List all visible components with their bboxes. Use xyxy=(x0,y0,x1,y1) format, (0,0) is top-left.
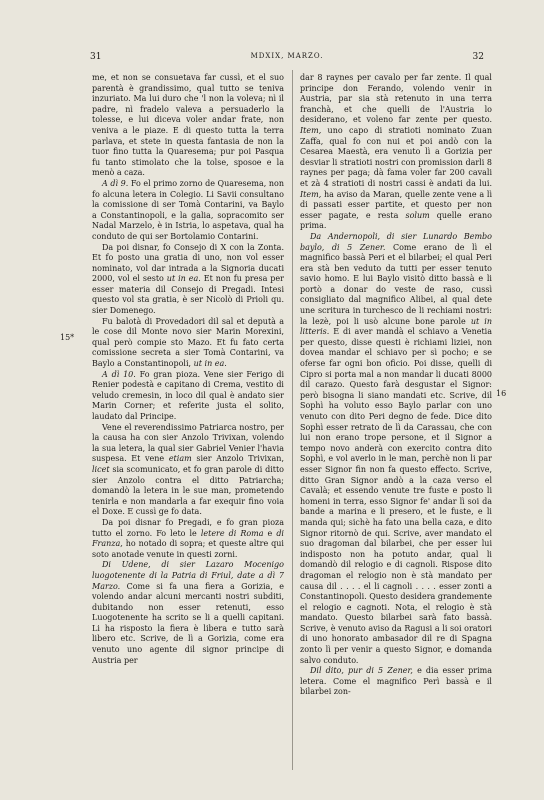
italic-run: solum xyxy=(405,210,430,220)
paragraph xyxy=(92,243,284,317)
page-header xyxy=(90,52,484,66)
paragraph xyxy=(92,423,284,518)
italic-run: A dì 9. xyxy=(102,178,129,188)
text-run: sier Anzolo Trivixan, xyxy=(191,454,284,464)
paragraph xyxy=(92,518,284,560)
running-title: MDXIX, MARZO. xyxy=(250,52,324,60)
text-run: sia scomunicato, et fo gran parole di ditto sier Anzolo contra el ditto Patriarcha; domandò la letera in le sue man, prometendo tenirla e non mandarla a far exequir fino voia el Doxe. E cussì ge fo data. xyxy=(92,464,284,517)
italic-run: Dil dito, pur di 5 Zener, xyxy=(310,666,413,676)
italic-run: letere di Roma xyxy=(200,528,264,538)
column-divider xyxy=(292,70,293,770)
text-run: Et non fu presa per esser materia dil Consejo di Pregadi. Intesi questo vol sta gratia, è ser Nicolò di Prioli qu. sier Domenego. xyxy=(92,274,284,316)
text-run: uno capo di stratioti nominato Zuan Zaffa, qual fo con nui et poi andò con la Cesarea Maestà, era venuto lì a Gorizia per desviar li stratioti nostri con promission darli 8 raynes per paga; dà fama voler far 200 cavali et zà 4 stratioti di nostri cassi è andati da lui. xyxy=(300,125,492,188)
paragraph xyxy=(300,73,492,232)
text-run: dar 8 raynes per cavalo per far zente. Il qual principe don Ferando, volendo venir in Austria, par sia stà retenuto in una terra franchà, et che quelli de l'Austria lo desiderano, et voleno far zente per questo. xyxy=(300,73,492,125)
text-run: e xyxy=(263,528,277,538)
paragraph xyxy=(92,370,284,423)
margin-number-left: 15* xyxy=(60,333,75,342)
text-run: Come erano de lì el magnifico bassà Peri et el bilarbei; el qual Peri era stà ben veduto da tutti per esser tenuto savio homo. E lui Baylo visitò ditto bassà e li portò a donar do veste de raso, cussì consigliato dal magnifico Alibei, al qual dete une scritura in turchesco de li rechiami nostri: la lezè, poi li usò alcune bone parole xyxy=(300,242,492,326)
paragraph xyxy=(92,317,284,370)
text-run: Vene el reverendissimo Patriarca nostro, per la causa ha con sier Anzolo Trivixan, volendo la sua letera, la qual sier Gabriel Venier l'havia suspesa. Et vene xyxy=(92,422,284,464)
text-run: Fo gran pioza. Vene sier Ferigo di Renier podestà e capitano di Crema, vestito di veludo cremesin, in loco dil qual è andato sier Marin Corner; et referite justa el solito, laudato dal Principe. xyxy=(92,369,284,421)
text-run: ho notado di sopra; et queste altre qui soto anotade venute in questi zorni. xyxy=(92,539,284,559)
italic-run: Item, xyxy=(300,125,322,135)
paragraph xyxy=(300,232,492,666)
paragraph xyxy=(92,560,284,666)
italic-run: ut in ea. xyxy=(166,274,201,284)
margin-number-right: 16 xyxy=(496,389,507,398)
text-run: Da poi disnar fo Pregadi, e fo gran pioza tutto el zorno. Fo leto le xyxy=(92,517,284,538)
page-number-right: 32 xyxy=(472,52,484,62)
text-run: quelle erano prima. xyxy=(300,210,492,231)
italic-run: licet xyxy=(92,464,110,474)
italic-run: di Franza, xyxy=(92,528,284,549)
paragraph xyxy=(92,73,284,179)
right-column xyxy=(300,73,492,698)
text-run: ha aviso da Maran, quelle zente vene a lì di passati esser partite, et questo per non esser pagate, e resta xyxy=(300,189,492,220)
italic-run: etiam xyxy=(168,454,192,464)
text-run: Da poi disnar, fo Consejo di X con la Zonta. Et fo posto una gratia di uno, non vol esser nominato, vol dar intrada a la Signoria ducati 2000, vol el sesto xyxy=(92,242,284,284)
paragraph xyxy=(92,179,284,243)
paragraph xyxy=(300,666,492,698)
page-number-left: 31 xyxy=(90,52,102,62)
italic-run: ut in ea. xyxy=(193,359,227,369)
text-run: E di aver mandà el schiavo a Venetia per questo, disse questi è richiami liziei, non dovea mandar el schiavo per sì pocho; e se oferse far ogni bon oficio. Poi disse, quelli di Cipro si porta mal a non mandar li ducati 8000 dil carazo. Questo farà desgustar el Signor: però bisogna li siano mandati etc. Scrive, dil Sophì ha voluto esso Baylo parlar con uno venuto con dito Peri degno de fede. Dice dito Sophì esser retrato de lì da Carassau, che con lui non erano trope persone, et il Signor a tempo novo anderà con exercito contra dito Sophì, e vol averlo in le man, perchè non li par esser Signor fin non fa questo effecto. Scrive, ditto Gran Signor andò a la caza verso el Cavalà; et essendo venute tre fuste e posto li homeni in terra, esso Signor fe' andar lì soi da bande a marina e li presero, et le fuste, e li manda qui; sichè ha fato una bella caza, e dito Signor ritornò de qui. Scrive, aver mandato el suo dragoman dal bilarbei, che per esser lui indisposto non ha potuto andar, qual li domandò dil relogio e di cagnoli. Rispose dito dragoman el relogio non è stà mandato per causa dil . . . . el li cagnoli . . . . esser zonti a Constantinopoli. Questo desidera grandemente el relogio e cagnoti. Nota, el relogio è stà mandato. Questo bilarbei sarà fato bassà. Scrive, è venuto aviso da Ragusi a li soi oratori di uno honorato ambasador dil re di Spagna zonto lì per venir a questo Signor, e domanda salvo conduto. xyxy=(300,327,492,665)
italic-run: Di Udene, di sier Lazaro Mocenigo luogotenente di la Patria di Friul, date a dì 7 Marzo. xyxy=(92,560,284,591)
text-run: me, et non se consuetava far cussì, et el suo parentà è grandissimo, qual tutto se teniva inzuriato. Ma lui duro che 'l non la voleva; nì il padre, nì fradelo valeva a persuaderlo la tolesse, e lui diceva voler andar frate, non veniva a le piaze. E di questo tutta la terra parlava, et stete in questa fantasia de non la tuor fino tutta la Quaresema; pur poi Pasqua fu tanto stimolato che la tolse, sposoe e la menò a caza. xyxy=(92,73,284,178)
left-column xyxy=(92,73,284,666)
italic-run: Da Andernopoli, di sier Lunardo Bembo baylo, di 5 Zener. xyxy=(300,231,492,252)
text-run: e dia esser prima letera. Come el magnifico Perì bassà e il bilarbei zon- xyxy=(300,666,492,697)
text-run: Come si fa una fiera a Gorizia, e volendo andar alcuni mercanti nostri subditi, dubitando non esser retenuti, esso Luogotenente ha scrito se li a quelli capitani. Li ha risposto la fiera è libera e tutto sarà libero etc. Scrive, de lì a Gorizia, come era venuto uno agente dil signor principe di Austria per xyxy=(92,581,284,665)
italic-run: A dì 10. xyxy=(102,369,136,379)
italic-run: ut in litteris. xyxy=(300,316,493,337)
text-run: Fo el primo zorno de Quaresema, non fo alcuna letera in Colegio. Li Savii consultano la comissione di ser Tomà Contarini, va Baylo a Constantinopoli, e la galia, sopracomito ser Nadal Marzelo, è in Istria, lo aspetava, qual ha conduto de qui ser Bortolamio Contarini. xyxy=(92,178,284,241)
italic-run: Item, xyxy=(300,189,322,199)
text-run: Fu balotà di Provedadori dil sal et deputà a le cose dil Monte novo sier Marin Morexini, qual però compie sto Mazo. Et fu fato certa comissione secreta a sier Tomà Contarini, va Baylo a Constantinopoli, xyxy=(92,316,284,369)
